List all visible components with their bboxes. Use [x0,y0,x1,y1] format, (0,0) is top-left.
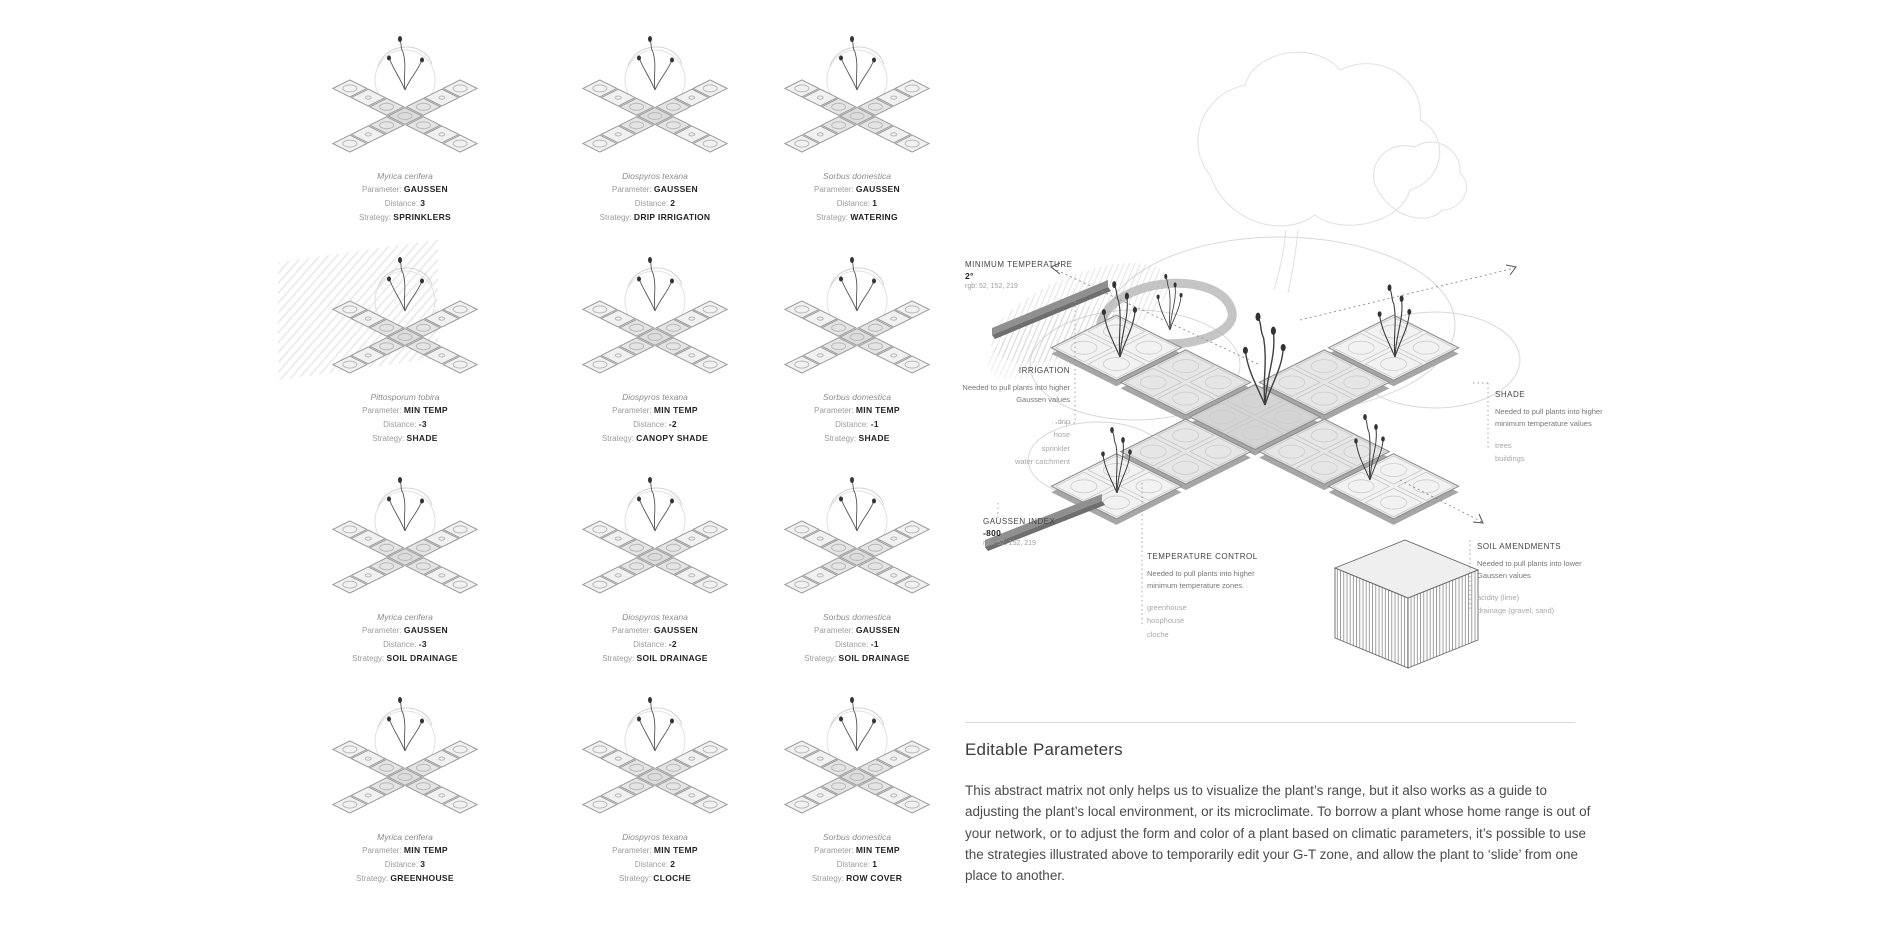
annotation-shade [1495,390,1607,466]
distance-row [290,418,520,432]
distance-row [540,418,770,432]
parameter-value: GAUSSEN [855,625,900,635]
parameter-label: Parameter: [362,846,402,855]
parameter-value: MIN TEMP [855,845,900,855]
tile-cross-illustration [742,28,972,168]
annotation-item: hoophouse [1147,616,1185,626]
parameter-value: GAUSSEN [403,184,448,194]
strategy-value: SHADE [406,432,438,443]
section-divider [965,722,1575,723]
matrix-cell-caption [290,832,520,885]
matrix-cell [742,28,972,224]
annotation-rgb: rgb: 52, 152, 219 [983,540,1036,547]
species-name: Myrica cerifera [377,832,433,842]
annotation-item: water catchment [1014,456,1070,466]
distance-value: 3 [420,858,426,869]
strategy-value: CANOPY SHADE [636,432,709,443]
isometric-tile-diagram [540,249,770,389]
distance-row [742,638,972,652]
species-name: Myrica cerifera [377,171,433,181]
strategy-value: SPRINKLERS [393,211,452,222]
distance-value: -2 [668,638,677,649]
parameter-label: Parameter: [814,185,854,194]
annotation-item: acidity (lime) [1477,593,1520,603]
parameter-value: MIN TEMP [653,845,698,855]
annotation-title: MINIMUM TEMPERATURE [965,260,1073,269]
parameter-row [290,844,520,858]
species-name: Diospyros texana [622,612,688,622]
distance-label: Distance: [634,859,669,869]
species-name: Diospyros texana [622,392,688,402]
soil-amendments-crate [1335,540,1478,668]
isometric-tile-diagram [540,28,770,168]
tile-cross-illustration [290,28,520,168]
tile-cross-illustration [540,689,770,829]
annotation-rgb: rgb: 52, 152, 219 [965,283,1018,290]
plant-sketch [628,477,682,531]
distance-row [290,638,520,652]
parameter-value: GAUSSEN [403,625,448,635]
strategy-label: Strategy: [356,873,389,883]
species-name: Myrica cerifera [377,612,433,622]
isometric-tile-diagram [742,249,972,389]
annotation-gaussen-index [983,517,1093,547]
parameter-value: MIN TEMP [653,405,698,415]
strategy-value: SOIL DRAINAGE [838,652,910,663]
isometric-tile-diagram [742,469,972,609]
distance-row [742,197,972,211]
tile-cross-illustration [742,689,972,829]
parameter-value: MIN TEMP [403,845,448,855]
isometric-tile-diagram [540,689,770,829]
matrix-cell-caption [742,392,972,445]
annotation-items [1147,601,1287,640]
strategy-value: WATERING [850,211,898,222]
tile-cross-illustration [290,249,520,389]
strategy-value: SHADE [858,432,890,443]
strategy-label: Strategy: [816,212,849,222]
plant-sketch [378,477,432,531]
tile-cross-illustration [290,469,520,609]
distance-value: -3 [418,418,427,429]
strategy-row [540,432,770,446]
matrix-cell-caption [290,171,520,224]
matrix-cell [742,689,972,885]
matrix-cell-caption [540,612,770,665]
annotation-title: SHADE [1495,390,1526,399]
article-body: This abstract matrix not only helps us to visualize the plant’s range, but it also works as a guide to adjusting the plant’s local environment, or its microclimate. To borrow a plant whose home range is out of your network, or to adjust the form and color of a plant based on climatic parameters, it’s possible to use the strategies illustrated above to temporarily edit your G-T zone, and allow the plant to ‘slide’ from one place to another. [965,783,1591,884]
isometric-tile-diagram [742,689,972,829]
isometric-tile-diagram [290,469,520,609]
annotation-item: greenhouse [1147,603,1187,613]
distance-label: Distance: [384,859,419,869]
distance-label: Distance: [836,859,871,869]
annotation-item: drip [1057,417,1070,427]
strategy-value: GREENHOUSE [390,872,454,883]
parameter-value: GAUSSEN [855,184,900,194]
isometric-tile-diagram [540,469,770,609]
parameter-value: GAUSSEN [653,625,698,635]
parameter-row [290,404,520,418]
annotation-item: cloche [1147,629,1169,639]
article-heading: Editable Parameters [965,740,1123,759]
strategy-label: Strategy: [358,212,391,222]
annotation-item: drainage (gravel, sand) [1477,606,1555,616]
distance-label: Distance: [634,198,669,208]
parameter-value: MIN TEMP [855,405,900,415]
isometric-tile-diagram [290,28,520,168]
strategy-label: Strategy: [602,653,635,663]
matrix-cell [290,28,520,224]
distance-value: -1 [870,418,879,429]
annotation-irrigation [958,366,1070,468]
species-name: Sorbus domestica [822,392,892,402]
distance-value: 3 [420,197,426,208]
matrix-cell [290,249,520,445]
parameter-label: Parameter: [612,626,652,635]
species-name: Diospyros texana [622,171,688,181]
parameter-row [540,183,770,197]
matrix-cell [540,28,770,224]
strategy-label: Strategy: [599,212,632,222]
matrix-cell-caption [540,832,770,885]
annotation-item: buildings [1495,454,1525,464]
strategy-row [540,872,770,886]
strategy-row [290,432,520,446]
plant-sketch [830,477,884,531]
species-name: Sorbus domestica [822,612,892,622]
annotation-items [1495,439,1607,465]
annotation-title: GAUSSEN INDEX [983,517,1056,526]
matrix-cell-caption [540,392,770,445]
annotation-title: TEMPERATURE CONTROL [1147,552,1258,561]
matrix-cell [290,469,520,665]
parameter-row [290,183,520,197]
plant-sketch [628,697,682,751]
distance-label: Distance: [383,639,417,649]
strategy-row [540,652,770,666]
distance-row [540,858,770,872]
matrix-cell [540,249,770,445]
parameter-label: Parameter: [612,406,652,415]
parameter-row [540,404,770,418]
matrix-cell-caption [540,171,770,224]
isometric-tile-diagram [290,689,520,829]
strategy-label: Strategy: [811,873,844,883]
distance-label: Distance: [835,639,869,649]
distance-value: 1 [872,858,878,869]
distance-row [540,197,770,211]
distance-row [290,858,520,872]
distance-value: -2 [668,418,677,429]
annotation-description: Needed to pull plants into higher Gaussen values [962,383,1070,404]
strategy-value: ROW COVER [846,872,903,883]
matrix-cell-caption [290,612,520,665]
strategy-row [742,872,972,886]
matrix-cell-caption [290,392,520,445]
parameter-row [742,183,972,197]
annotation-description: Needed to pull plants into lower Gaussen values [1477,559,1582,580]
strategy-label: Strategy: [619,873,652,883]
plant-sketch [628,257,682,311]
species-name: Sorbus domestica [822,171,892,181]
strategy-label: Strategy: [372,433,405,443]
strategy-row [742,652,972,666]
plant-sketch [378,36,432,90]
microclimate-diagram [930,25,1610,715]
parameter-label: Parameter: [814,626,854,635]
strategy-label: Strategy: [804,653,837,663]
annotation-soil-amendments [1477,542,1605,618]
tree-canopy-outline [1198,52,1467,293]
distance-value: -3 [418,638,427,649]
strategy-label: Strategy: [824,433,857,443]
parameter-label: Parameter: [814,846,854,855]
distance-value: 1 [872,197,878,208]
annotation-description: Needed to pull plants into higher minimum temperature zones. [1147,569,1255,590]
isometric-tile-diagram [742,28,972,168]
matrix-cell [742,469,972,665]
strategy-value: DRIP IRRIGATION [633,211,711,222]
plant-sketch [830,36,884,90]
tile-cross-illustration [742,469,972,609]
strategy-row [540,211,770,225]
annotation-item: trees [1495,441,1512,451]
distance-label: Distance: [633,639,667,649]
parameter-value: GAUSSEN [653,184,698,194]
parameter-row [540,844,770,858]
plant-sketch [830,697,884,751]
distance-value: 2 [670,858,676,869]
plant-sketch [378,697,432,751]
distance-label: Distance: [836,198,871,208]
parameter-row [290,624,520,638]
parameter-label: Parameter: [612,846,652,855]
plant-sketch [628,36,682,90]
parameter-row [742,624,972,638]
species-name: Pittosporum tobira [370,392,440,402]
distance-row [290,197,520,211]
matrix-cell [290,689,520,885]
species-name: Sorbus domestica [822,832,892,842]
matrix-cell [540,689,770,885]
strategy-label: Strategy: [352,653,385,663]
tile-cross-illustration [290,689,520,829]
strategy-row [290,211,520,225]
tile-cross-illustration [540,249,770,389]
parameter-label: Parameter: [612,185,652,194]
parameter-row [742,404,972,418]
strategy-row [742,432,972,446]
parameter-label: Parameter: [362,406,402,415]
strategy-value: SOIL DRAINAGE [636,652,708,663]
parameter-label: Parameter: [814,406,854,415]
strategy-row [742,211,972,225]
annotation-items [958,415,1070,468]
annotation-item: hose [1053,430,1070,440]
distance-value: 2 [670,197,676,208]
strategy-label: Strategy: [601,433,634,443]
annotation-title: SOIL AMENDMENTS [1477,542,1562,551]
distance-label: Distance: [383,419,417,429]
matrix-cell [742,249,972,445]
matrix-cell-caption [742,832,972,885]
species-name: Diospyros texana [622,832,688,842]
matrix-cell [540,469,770,665]
plant-sketch [830,257,884,311]
annotation-temperature-control [1147,552,1287,641]
annotation-description: Needed to pull plants into higher minimum temperature values [1495,407,1603,428]
distance-label: Distance: [384,198,419,208]
parameter-row [540,624,770,638]
distance-row [742,418,972,432]
strategy-row [290,652,520,666]
tile-cross-illustration [540,28,770,168]
isometric-tile-diagram [290,249,520,389]
distance-value: -1 [870,638,879,649]
annotation-items [1477,591,1605,617]
plant-matrix-grid [0,0,930,927]
distance-label: Distance: [633,419,667,429]
tile-cross-illustration [540,469,770,609]
parameter-label: Parameter: [362,185,402,194]
strategy-row [290,872,520,886]
parameter-label: Parameter: [362,626,402,635]
annotation-item: sprinkler [1041,443,1070,453]
matrix-cell-caption [742,612,972,665]
annotation-title: IRRIGATION [1018,366,1070,375]
annotation-value: -800 [983,528,1002,538]
distance-row [742,858,972,872]
distance-label: Distance: [835,419,869,429]
strategy-value: CLOCHE [653,872,691,883]
tile-cross-illustration [742,249,972,389]
parameter-row [742,844,972,858]
annotation-value: 2° [965,271,974,281]
parameter-value: MIN TEMP [403,405,448,415]
annotation-minimum-temperature [965,260,1085,290]
matrix-cell-caption [742,171,972,224]
distance-row [540,638,770,652]
strategy-value: SOIL DRAINAGE [386,652,458,663]
plant-sketch [378,257,432,311]
